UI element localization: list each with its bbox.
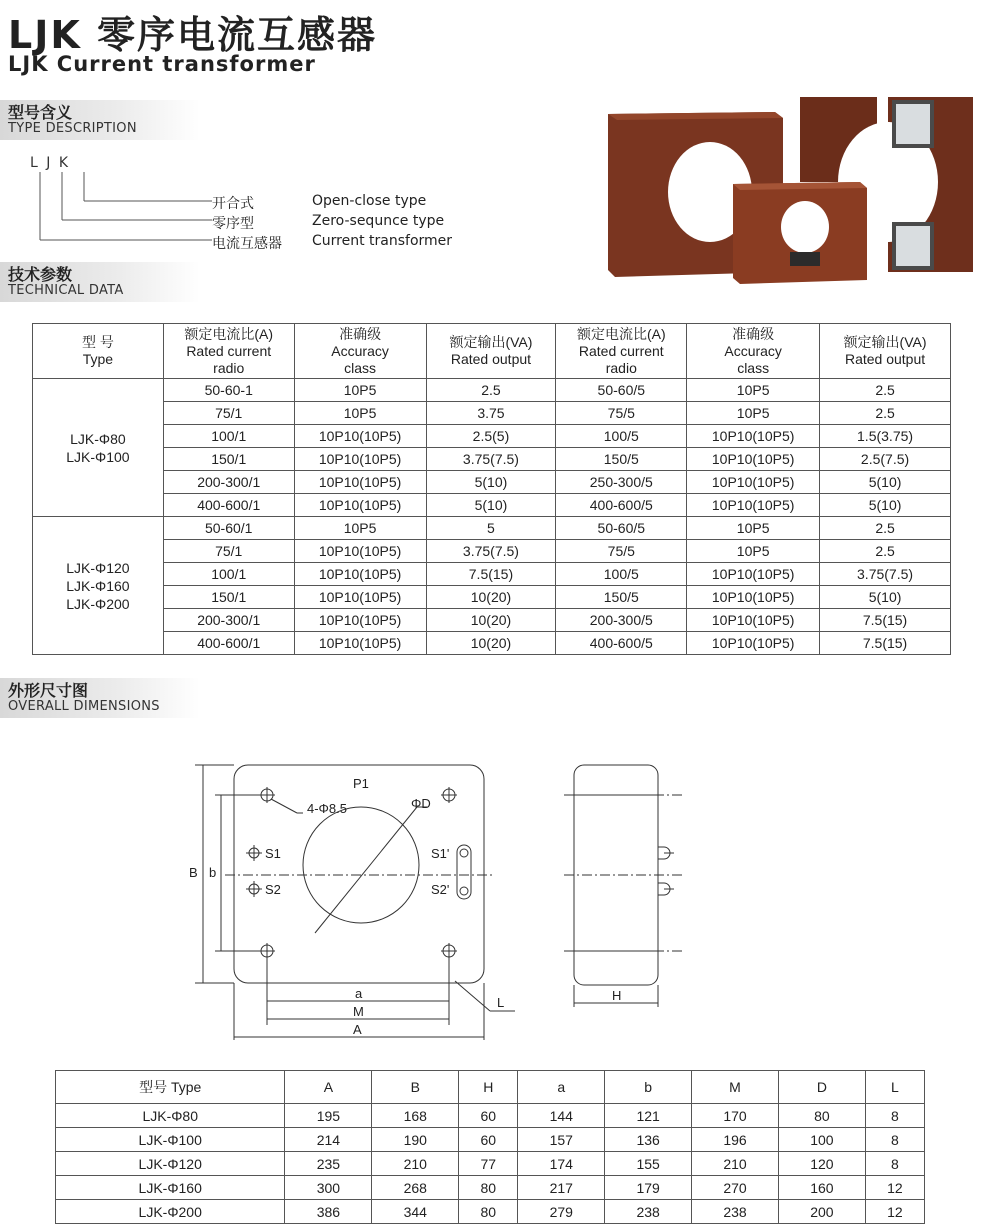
table-cell: 3.75(7.5): [820, 563, 951, 586]
type-name: LJK-Φ100: [66, 448, 130, 465]
table-cell: 150/1: [163, 586, 294, 609]
label-A: A: [353, 1022, 362, 1037]
table-cell: 386: [285, 1200, 372, 1224]
table-cell: 214: [285, 1128, 372, 1152]
table-cell: 60: [459, 1104, 518, 1128]
table-cell: 150/5: [556, 448, 687, 471]
table-cell: 400-600/1: [163, 632, 294, 655]
table-row: [33, 586, 951, 609]
tech-header-en: Type: [82, 351, 114, 367]
tech-header-en: Rated output: [450, 351, 532, 367]
tech-header-cn: 型 号: [81, 334, 114, 350]
overall-dimensions-heading: [0, 678, 200, 718]
table-cell: 10(20): [426, 609, 556, 632]
table-cell: 100: [778, 1128, 865, 1152]
tech-header-cn: 额定电流比(A): [184, 325, 274, 342]
table-row: [33, 609, 951, 632]
table-row: [56, 1176, 925, 1200]
label-s1: S1: [265, 846, 281, 861]
table-cell: 217: [518, 1176, 605, 1200]
table-cell: 3.75(7.5): [426, 540, 556, 563]
dim-header-cell: 型号 Type: [56, 1071, 285, 1104]
table-cell: 10P10(10P5): [687, 609, 820, 632]
side-view-drawing: [560, 755, 690, 1015]
desc-line-3-en: Current transformer: [312, 233, 453, 249]
table-cell: 2.5(5): [426, 425, 556, 448]
table-cell: 190: [372, 1128, 459, 1152]
table-cell: 174: [518, 1152, 605, 1176]
table-cell: 268: [372, 1176, 459, 1200]
table-cell: 150/1: [163, 448, 294, 471]
table-cell: 179: [605, 1176, 692, 1200]
table-cell: 50-60/1: [163, 517, 294, 540]
table-cell: 400-600/5: [556, 494, 687, 517]
dim-header-cell: a: [518, 1071, 605, 1104]
tech-header-en: Rated current: [186, 342, 272, 359]
desc-line-2-en: Zero-sequnce type: [312, 213, 445, 229]
table-cell: 155: [605, 1152, 692, 1176]
table-cell: 400-600/1: [163, 494, 294, 517]
tech-header-en2: class: [344, 359, 377, 376]
table-cell: 10P10(10P5): [294, 471, 426, 494]
label-b: b: [209, 865, 217, 880]
tech-header-cell: [687, 324, 820, 379]
table-cell: LJK-Φ200: [56, 1200, 285, 1224]
table-cell: 12: [865, 1176, 924, 1200]
table-cell: 75/1: [163, 540, 294, 563]
table-cell: 100/1: [163, 563, 294, 586]
table-cell: 120: [778, 1152, 865, 1176]
tech-header-cell: [426, 324, 556, 379]
label-s2-prime: S2': [431, 882, 450, 897]
table-cell: 10P10(10P5): [687, 425, 820, 448]
table-cell: 150/5: [556, 586, 687, 609]
tech-header-en2: class: [737, 359, 770, 376]
table-cell: 80: [459, 1176, 518, 1200]
table-cell: 196: [692, 1128, 779, 1152]
section-title-en: TECHNICAL DATA: [8, 283, 124, 298]
table-cell: 344: [372, 1200, 459, 1224]
table-row: [33, 471, 951, 494]
tech-header-en: Rated output: [844, 351, 926, 367]
table-row: [33, 632, 951, 655]
model-letters: L J K: [30, 155, 71, 171]
table-cell: 5(10): [426, 471, 556, 494]
table-cell: 2.5: [426, 379, 556, 402]
table-cell: 80: [778, 1104, 865, 1128]
tech-header-en2: radio: [213, 359, 245, 376]
dim-header-cell: H: [459, 1071, 518, 1104]
table-cell: 10P10(10P5): [294, 425, 426, 448]
table-cell: 10(20): [426, 586, 556, 609]
transformer-small: [733, 182, 867, 284]
tech-header-cn: 额定输出(VA): [843, 334, 927, 350]
table-cell: 100/1: [163, 425, 294, 448]
table-cell: 100/5: [556, 563, 687, 586]
table-cell: 250-300/5: [556, 471, 687, 494]
table-row: [33, 402, 951, 425]
table-cell: LJK-Φ160: [56, 1176, 285, 1200]
table-cell: 10P5: [687, 540, 820, 563]
type-group-cell: [33, 517, 164, 655]
table-cell: 10P10(10P5): [687, 563, 820, 586]
table-cell: 200-300/5: [556, 609, 687, 632]
type-name: LJK-Φ80: [70, 430, 126, 447]
table-cell: 10P5: [294, 402, 426, 425]
table-cell: 7.5(15): [820, 632, 951, 655]
table-cell: 238: [605, 1200, 692, 1224]
desc-line-2-cn: 零序型: [212, 216, 254, 232]
tech-header-en: Accuracy: [724, 342, 782, 359]
tech-header-cell: [33, 324, 164, 379]
table-cell: 210: [372, 1152, 459, 1176]
table-row: [33, 448, 951, 471]
table-row: [33, 494, 951, 517]
tech-header-cell: [820, 324, 951, 379]
table-cell: 160: [778, 1176, 865, 1200]
section-title-en: TYPE DESCRIPTION: [8, 121, 137, 136]
table-cell: 10P10(10P5): [294, 563, 426, 586]
label-H: H: [612, 988, 622, 1003]
table-cell: 10P5: [294, 379, 426, 402]
tech-header-cell: [294, 324, 426, 379]
table-cell: 2.5(7.5): [820, 448, 951, 471]
table-cell: 10P10(10P5): [294, 609, 426, 632]
table-cell: 279: [518, 1200, 605, 1224]
table-row: [33, 425, 951, 448]
tech-header-cn: 额定输出(VA): [449, 334, 533, 350]
label-s2: S2: [265, 882, 281, 897]
table-cell: 2.5: [820, 517, 951, 540]
table-cell: 270: [692, 1176, 779, 1200]
table-cell: 2.5: [820, 379, 951, 402]
type-description-heading: [0, 100, 200, 140]
table-cell: 300: [285, 1176, 372, 1200]
technical-data-heading: [0, 262, 200, 302]
table-cell: 195: [285, 1104, 372, 1128]
table-cell: 50-60/5: [556, 517, 687, 540]
table-cell: 157: [518, 1128, 605, 1152]
table-cell: 210: [692, 1152, 779, 1176]
table-cell: 10P5: [687, 379, 820, 402]
tech-header-cn: 准确级: [339, 325, 382, 342]
table-cell: 5(10): [426, 494, 556, 517]
table-cell: 5(10): [820, 471, 951, 494]
tech-header-cell: [556, 324, 687, 379]
type-group-cell: [33, 379, 164, 517]
table-cell: 5(10): [820, 586, 951, 609]
table-cell: 8: [865, 1128, 924, 1152]
table-cell: 8: [865, 1104, 924, 1128]
table-cell: 10P10(10P5): [294, 494, 426, 517]
type-name: LJK-Φ200: [66, 595, 130, 612]
table-cell: 3.75(7.5): [426, 448, 556, 471]
dim-header-cell: D: [778, 1071, 865, 1104]
table-cell: 10P10(10P5): [687, 632, 820, 655]
section-title-cn: 外形尺寸图: [8, 681, 89, 700]
table-cell: 75/5: [556, 402, 687, 425]
dim-header-cell: b: [605, 1071, 692, 1104]
label-p1: P1: [353, 776, 369, 791]
desc-line-1-cn: 开合式: [212, 196, 254, 212]
table-row: [33, 540, 951, 563]
table-cell: 168: [372, 1104, 459, 1128]
table-row: [56, 1152, 925, 1176]
tech-header-cell: [163, 324, 294, 379]
table-cell: 10P5: [294, 517, 426, 540]
table-cell: 235: [285, 1152, 372, 1176]
table-cell: 5: [426, 517, 556, 540]
label-a: a: [355, 986, 363, 1001]
product-photo: [605, 92, 975, 292]
technical-data-table: [32, 323, 951, 655]
table-cell: 200: [778, 1200, 865, 1224]
label-M: M: [353, 1004, 364, 1019]
page-title-cn: LJK 零序电流互感器: [8, 13, 378, 57]
tech-header-en: Rated current: [578, 342, 664, 359]
tech-header-en2: radio: [605, 359, 637, 376]
table-row: [33, 563, 951, 586]
desc-line-3-cn: 电流互感器: [212, 236, 282, 252]
table-cell: 10P10(10P5): [687, 494, 820, 517]
table-cell: 170: [692, 1104, 779, 1128]
table-cell: 100/5: [556, 425, 687, 448]
table-cell: 121: [605, 1104, 692, 1128]
label-L: L: [497, 995, 505, 1010]
table-cell: 7.5(15): [426, 563, 556, 586]
tech-header-cn: 准确级: [732, 325, 775, 342]
table-cell: 238: [692, 1200, 779, 1224]
dim-header-cell: A: [285, 1071, 372, 1104]
table-cell: 10P5: [687, 402, 820, 425]
dimensions-table: [55, 1070, 925, 1224]
table-cell: 50-60-1: [163, 379, 294, 402]
table-cell: 75/5: [556, 540, 687, 563]
table-cell: 12: [865, 1200, 924, 1224]
section-title-cn: 技术参数: [8, 265, 73, 284]
front-view-drawing: [185, 755, 530, 1045]
label-diameter: ΦD: [411, 796, 431, 811]
type-description-lines: [30, 172, 215, 247]
table-cell: 7.5(15): [820, 609, 951, 632]
table-cell: 10P10(10P5): [294, 448, 426, 471]
table-row: [56, 1104, 925, 1128]
label-holes: 4-Φ8.5: [307, 801, 348, 816]
table-cell: 8: [865, 1152, 924, 1176]
table-cell: 10(20): [426, 632, 556, 655]
table-cell: 60: [459, 1128, 518, 1152]
table-cell: 10P10(10P5): [687, 586, 820, 609]
table-row: [56, 1128, 925, 1152]
table-row: [33, 379, 951, 402]
table-cell: LJK-Φ100: [56, 1128, 285, 1152]
table-cell: 75/1: [163, 402, 294, 425]
table-cell: 2.5: [820, 402, 951, 425]
table-cell: 77: [459, 1152, 518, 1176]
table-cell: 80: [459, 1200, 518, 1224]
table-cell: 200-300/1: [163, 471, 294, 494]
table-cell: 1.5(3.75): [820, 425, 951, 448]
table-row: [56, 1200, 925, 1224]
label-s1-prime: S1': [431, 846, 450, 861]
table-cell: 50-60/5: [556, 379, 687, 402]
table-cell: LJK-Φ80: [56, 1104, 285, 1128]
tech-header-cn: 额定电流比(A): [576, 325, 666, 342]
table-cell: 136: [605, 1128, 692, 1152]
tech-header-en: Accuracy: [331, 342, 389, 359]
dim-header-cell: M: [692, 1071, 779, 1104]
table-cell: 144: [518, 1104, 605, 1128]
table-cell: 10P10(10P5): [294, 540, 426, 563]
table-cell: 3.75: [426, 402, 556, 425]
label-B: B: [189, 865, 198, 880]
table-cell: 2.5: [820, 540, 951, 563]
dim-header-cell: L: [865, 1071, 924, 1104]
section-title-cn: 型号含义: [8, 103, 73, 122]
table-cell: 10P10(10P5): [687, 471, 820, 494]
table-row: [33, 517, 951, 540]
table-cell: 200-300/1: [163, 609, 294, 632]
table-cell: 10P10(10P5): [687, 448, 820, 471]
table-cell: LJK-Φ120: [56, 1152, 285, 1176]
section-title-en: OVERALL DIMENSIONS: [8, 699, 160, 714]
type-name: LJK-Φ120: [66, 559, 130, 576]
table-cell: 10P10(10P5): [294, 586, 426, 609]
table-cell: 5(10): [820, 494, 951, 517]
dim-header-cell: B: [372, 1071, 459, 1104]
type-name: LJK-Φ160: [66, 577, 130, 594]
table-cell: 10P5: [687, 517, 820, 540]
table-cell: 10P10(10P5): [294, 632, 426, 655]
table-cell: 400-600/5: [556, 632, 687, 655]
page-title-en: LJK Current transformer: [8, 52, 316, 76]
desc-line-1-en: Open-close type: [312, 193, 427, 209]
